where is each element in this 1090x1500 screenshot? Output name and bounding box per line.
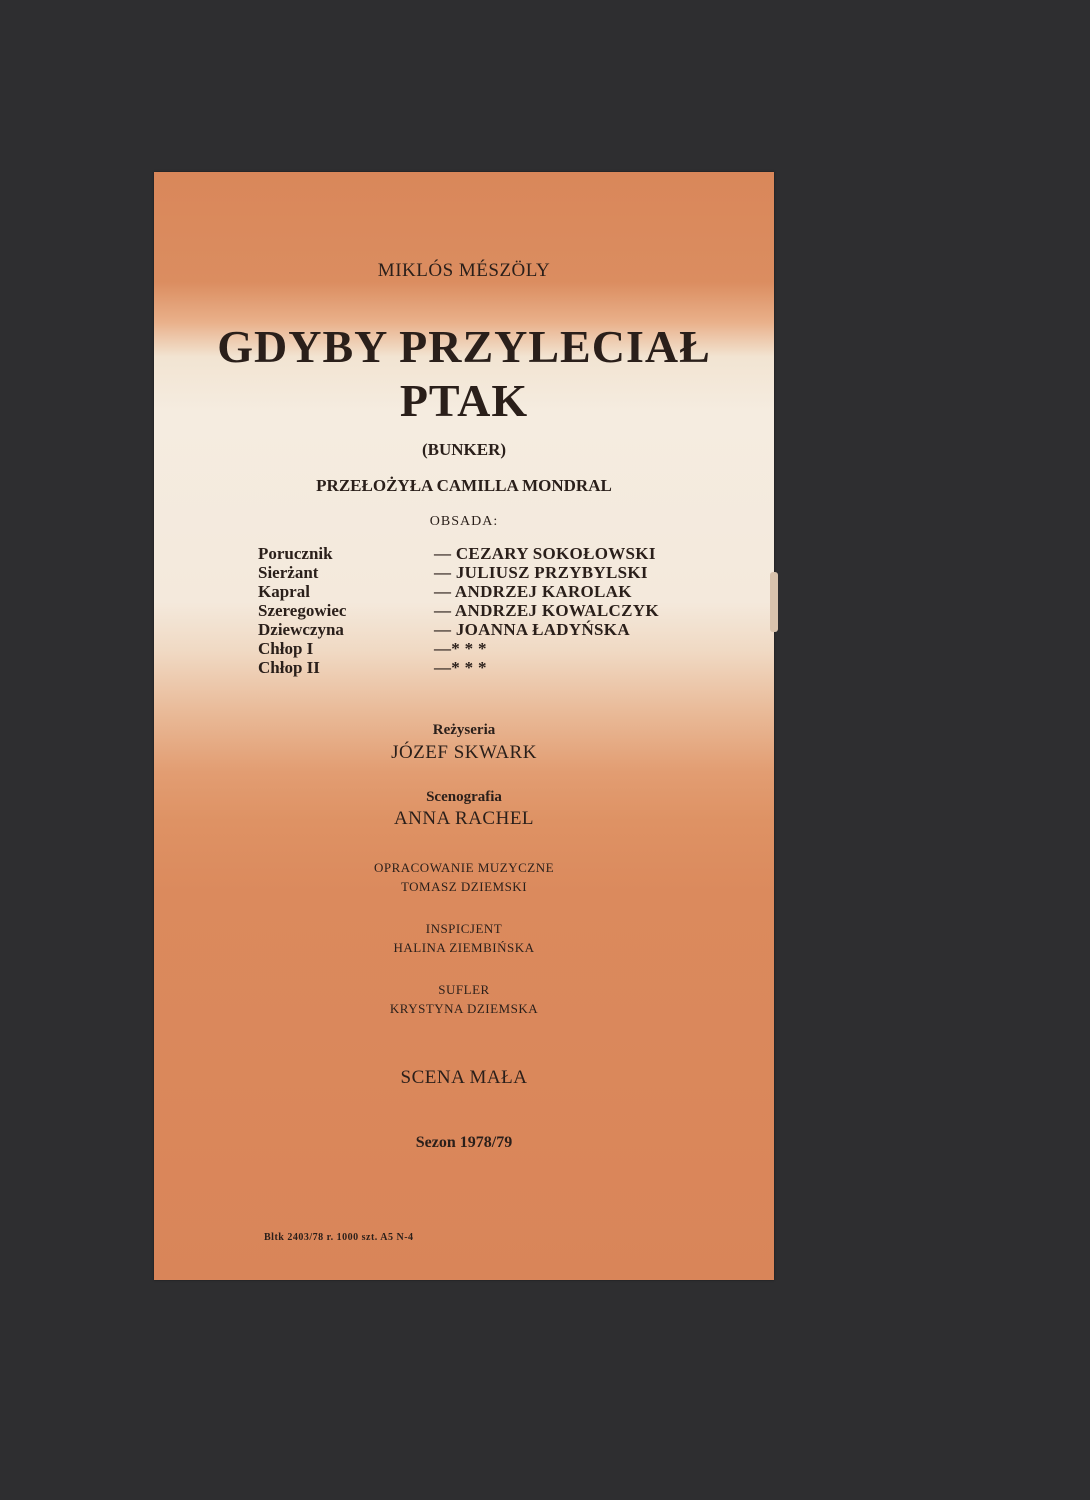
cast-role: Chłop II: [258, 658, 320, 677]
prompter-name: KRYSTYNA DZIEMSKA: [389, 1001, 539, 1016]
season: Sezon 1978/79: [415, 1134, 513, 1151]
cast-row: [258, 658, 718, 677]
title-line-1: GDYBY PRZYLECIAŁ: [217, 321, 711, 372]
cast-row: [258, 563, 718, 582]
cast-actor: — CEZARY SOKOŁOWSKI: [434, 544, 656, 563]
theatre-programme-page: [154, 172, 774, 1280]
cast-row: [258, 601, 718, 620]
cast-actor: — JULIUSZ PRZYBYLSKI: [434, 563, 648, 582]
cast-row: [258, 639, 718, 658]
stage-name: SCENA MAŁA: [400, 1067, 528, 1088]
cast-actor: — ANDRZEJ KAROLAK: [434, 582, 632, 601]
scenography-label: Scenografia: [426, 789, 502, 805]
author: MIKLÓS MÉSZÖLY: [377, 260, 551, 281]
cast-actor: — ANDRZEJ KOWALCZYK: [434, 601, 659, 620]
cast-row: [258, 582, 718, 601]
cast-role: Kapral: [258, 582, 310, 601]
prompter-label: SUFLER: [438, 982, 490, 997]
direction-name: JÓZEF SKWARK: [391, 742, 537, 763]
cast-heading: OBSADA:: [429, 514, 499, 529]
cast-actor: —* * *: [434, 639, 487, 658]
cast-actor: —* * *: [434, 658, 487, 677]
cast-role: Dziewczyna: [258, 620, 344, 639]
cast-role: Sierżant: [258, 563, 319, 582]
cast-role: Porucznik: [258, 544, 333, 563]
cast-list: [258, 544, 718, 677]
cast-row: [258, 544, 718, 563]
stage-manager-label: INSPICJENT: [425, 921, 503, 936]
cast-role: Chłop I: [258, 639, 314, 658]
cast-actor: — JOANNA ŁADYŃSKA: [434, 620, 630, 639]
cast-row: [258, 620, 718, 639]
cast-role: Szeregowiec: [258, 601, 347, 620]
stage-manager-name: HALINA ZIEMBIŃSKA: [393, 940, 535, 955]
printer-note: Bltk 2403/78 r. 1000 szt. A5 N-4: [264, 1232, 414, 1243]
subtitle: (BUNKER): [421, 440, 507, 459]
translator: PRZEŁOŻYŁA CAMILLA MONDRAL: [316, 476, 612, 495]
music-name: TOMASZ DZIEMSKI: [400, 879, 528, 894]
torn-edge: [770, 572, 778, 632]
music-label: OPRACOWANIE MUZYCZNE: [373, 860, 555, 875]
title-line-2: PTAK: [399, 375, 529, 426]
scenography-name: ANNA RACHEL: [393, 808, 535, 829]
direction-label: Reżyseria: [432, 722, 496, 738]
